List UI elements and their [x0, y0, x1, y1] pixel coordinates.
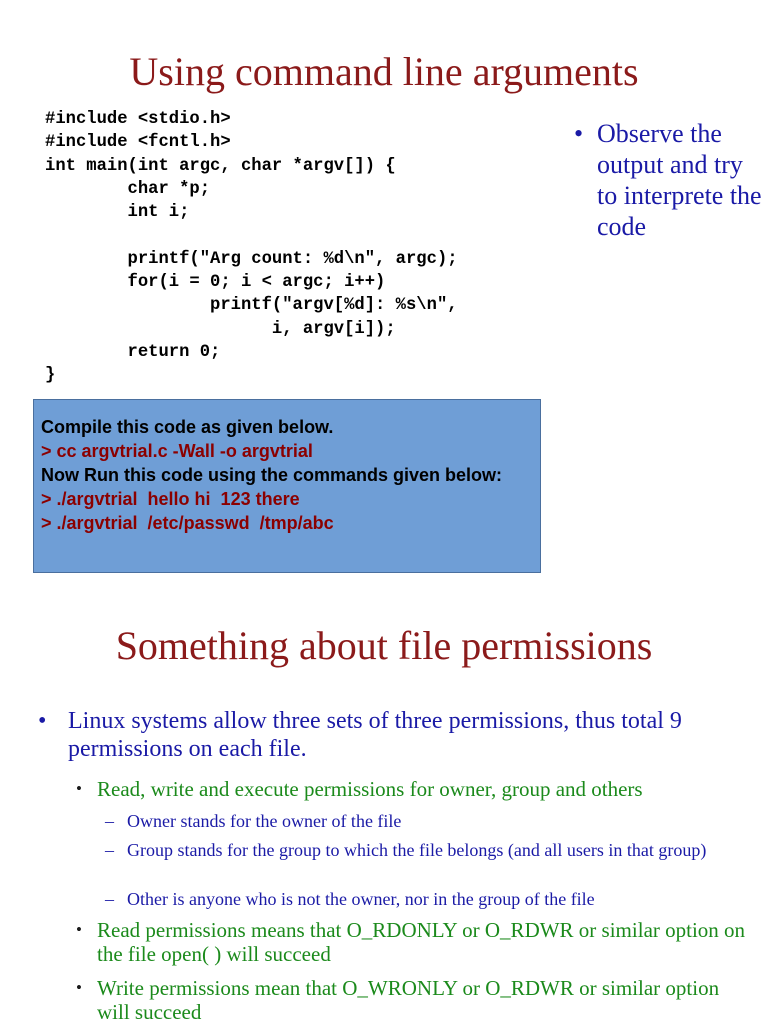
- instruction-line: Compile this code as given below.: [41, 417, 334, 437]
- dash-icon: –: [105, 840, 114, 860]
- command-line: > cc argvtrial.c -Wall -o argvtrial: [41, 441, 313, 461]
- side-bullet: [574, 118, 764, 242]
- list-item: [76, 777, 756, 801]
- list-item-text: Linux systems allow three sets of three permissions, thus total 9 permissions on each file.: [68, 708, 682, 762]
- list-item: [38, 707, 738, 763]
- list-item: [76, 918, 756, 966]
- slide-title: Something about file permissions: [115, 623, 653, 668]
- list-item: [76, 976, 756, 1024]
- dash-icon: –: [105, 889, 114, 909]
- slide-title: Using command line arguments: [129, 49, 639, 94]
- list-item: [105, 888, 735, 910]
- list-item-text: Read, write and execute permissions for owner, group and others: [97, 777, 643, 801]
- code-block: #include <stdio.h> #include <fcntl.h> int main(int argc, char *argv[]) { char *p; int i; printf("Arg count: %d\n", argc); for(i = 0; i < argc; i++) printf("argv[%d]: %s\n", i, argv[i]); return 0; }: [45, 110, 458, 386]
- list-item-text: Read permissions means that O_RDONLY or O_RDWR or similar option on the file open( ) will succeed: [97, 918, 746, 966]
- command-line: > ./argvtrial /etc/passwd /tmp/abc: [41, 513, 334, 533]
- side-bullet-text: Observe the output and try to interprete the code: [597, 119, 762, 241]
- list-item: [105, 839, 735, 861]
- bullet-icon: •: [574, 119, 584, 148]
- list-item-text: Write permissions mean that O_WRONLY or O_RDWR or similar option will succeed: [97, 976, 720, 1024]
- bullet-icon: •: [38, 708, 47, 734]
- dash-icon: –: [105, 811, 114, 831]
- bullet-icon: •: [76, 920, 82, 939]
- instruction-line: Now Run this code using the commands given below:: [41, 465, 503, 485]
- bullet-icon: •: [76, 978, 82, 997]
- list-item-text: Group stands for the group to which the file belongs (and all users in that group): [127, 840, 707, 860]
- command-line: > ./argvtrial hello hi 123 there: [41, 489, 300, 509]
- list-item: [105, 810, 735, 832]
- list-item-text: Owner stands for the owner of the file: [127, 811, 402, 831]
- instruction-box: [33, 399, 541, 573]
- bullet-icon: •: [76, 779, 82, 798]
- list-item-text: Other is anyone who is not the owner, nor in the group of the file: [127, 889, 595, 909]
